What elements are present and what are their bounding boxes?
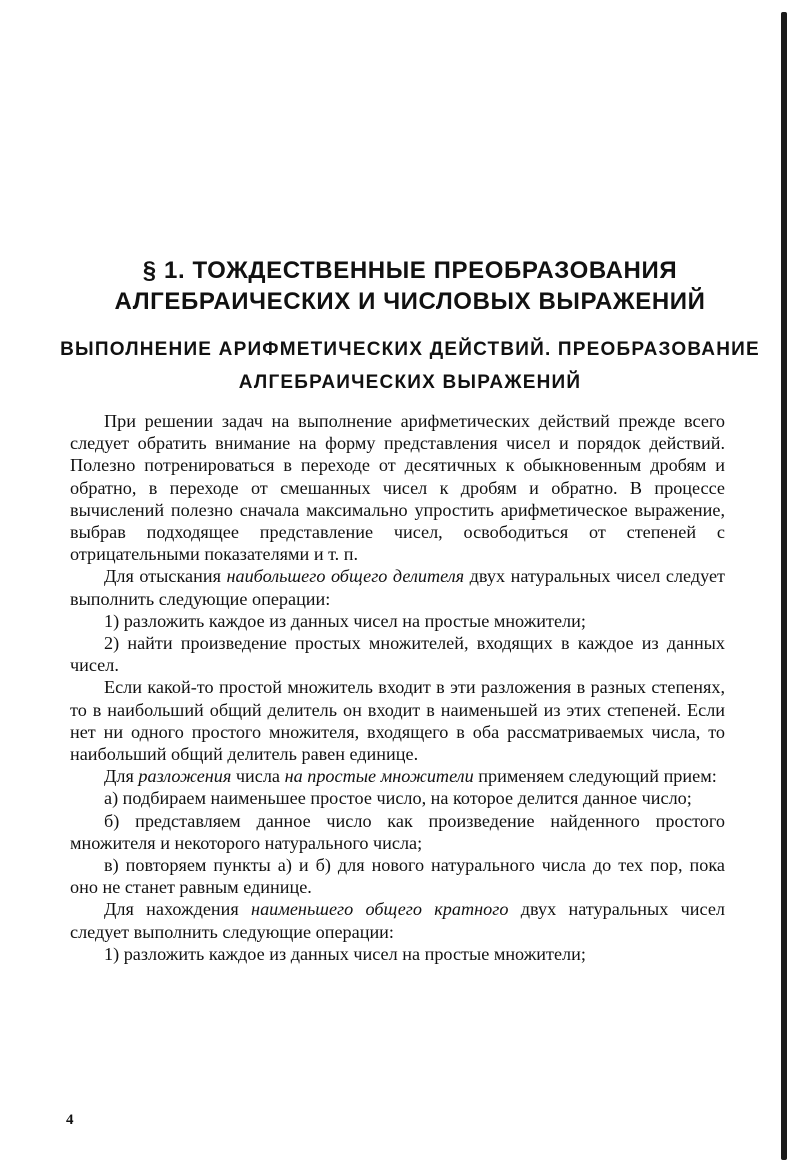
paragraph <box>70 632 725 676</box>
text-run: а) подбираем наименьшее простое число, на которое делится данное число; <box>104 788 692 809</box>
text-run: двух натуральных чисел следует выполнить следующие операции: <box>70 566 725 609</box>
paragraph <box>70 898 725 942</box>
section-title: § 1. ТОЖДЕСТВЕННЫЕ ПРЕОБРАЗОВАНИЯ АЛГЕБРАИЧЕСКИХ И ЧИСЛОВЫХ ВЫРАЖЕНИЙ <box>114 257 706 315</box>
text-run: двух натуральных чисел следует выполнить следующие операции: <box>70 899 725 942</box>
paragraph <box>70 787 725 809</box>
text-run: При решении задач на выполнение арифметических действий прежде всего следует обратить внимание на форму представления чисел и порядок действий. Полезно потренироваться в переходе от десятичных к обыкновенным дробям и обратно, в переходе от смешанных чисел к дробям и обратно. В процессе вычислений полезно сначала максимально упростить арифметическое выражение, выбрав подходящее представление чисел, освободиться от степеней с отрицательными показателями и т. п. <box>70 411 725 565</box>
text-run: Для <box>104 766 139 787</box>
page-edge-shadow <box>781 12 787 1160</box>
paragraph <box>70 810 725 854</box>
italic-term: наибольшего общего делителя <box>226 566 465 587</box>
paragraph <box>70 410 725 565</box>
italic-term: на простые множители <box>284 766 474 787</box>
text-run: Для нахождения <box>104 899 252 920</box>
italic-term: разложения <box>138 766 232 787</box>
body-text <box>70 410 725 965</box>
text-run: 1) разложить каждое из данных чисел на простые множители; <box>104 610 586 631</box>
paragraph <box>70 765 725 787</box>
text-run: в) повторяем пункты а) и б) для нового натурального числа до тех пор, пока оно не станет равным единице. <box>70 855 725 898</box>
text-run: Для отыскания <box>104 566 227 587</box>
paragraph <box>70 610 725 632</box>
section-subheading: ВЫПОЛНЕНИЕ АРИФМЕТИЧЕСКИХ ДЕЙСТВИЙ. ПРЕОБРАЗОВАНИЕ АЛГЕБРАИЧЕСКИХ ВЫРАЖЕНИЙ <box>60 339 760 393</box>
paragraph <box>70 676 725 765</box>
italic-term: наименьшего общего кратного <box>251 899 509 920</box>
paragraph <box>70 854 725 898</box>
text-run: Если какой-то простой множитель входит в эти разложения в разных степенях, то в наибольший общий делитель он входит в наименьшей из этих степеней. Если нет ни одного простого множителя, входящего в оба рассматриваемых числа, то наибольший общий делитель равен единице. <box>70 677 725 765</box>
text-run: б) представляем данное число как произведение найденного простого множителя и некоторого натурального числа; <box>70 810 725 853</box>
paragraph <box>70 943 725 965</box>
text-run: 2) найти произведение простых множителей, входящих в каждое из данных чисел. <box>70 633 725 676</box>
page-number: 4 <box>66 1112 74 1128</box>
text-run: числа <box>231 766 285 787</box>
text-run: применяем следующий прием: <box>473 766 717 787</box>
paragraph <box>70 565 725 609</box>
text-run: 1) разложить каждое из данных чисел на простые множители; <box>104 943 586 964</box>
